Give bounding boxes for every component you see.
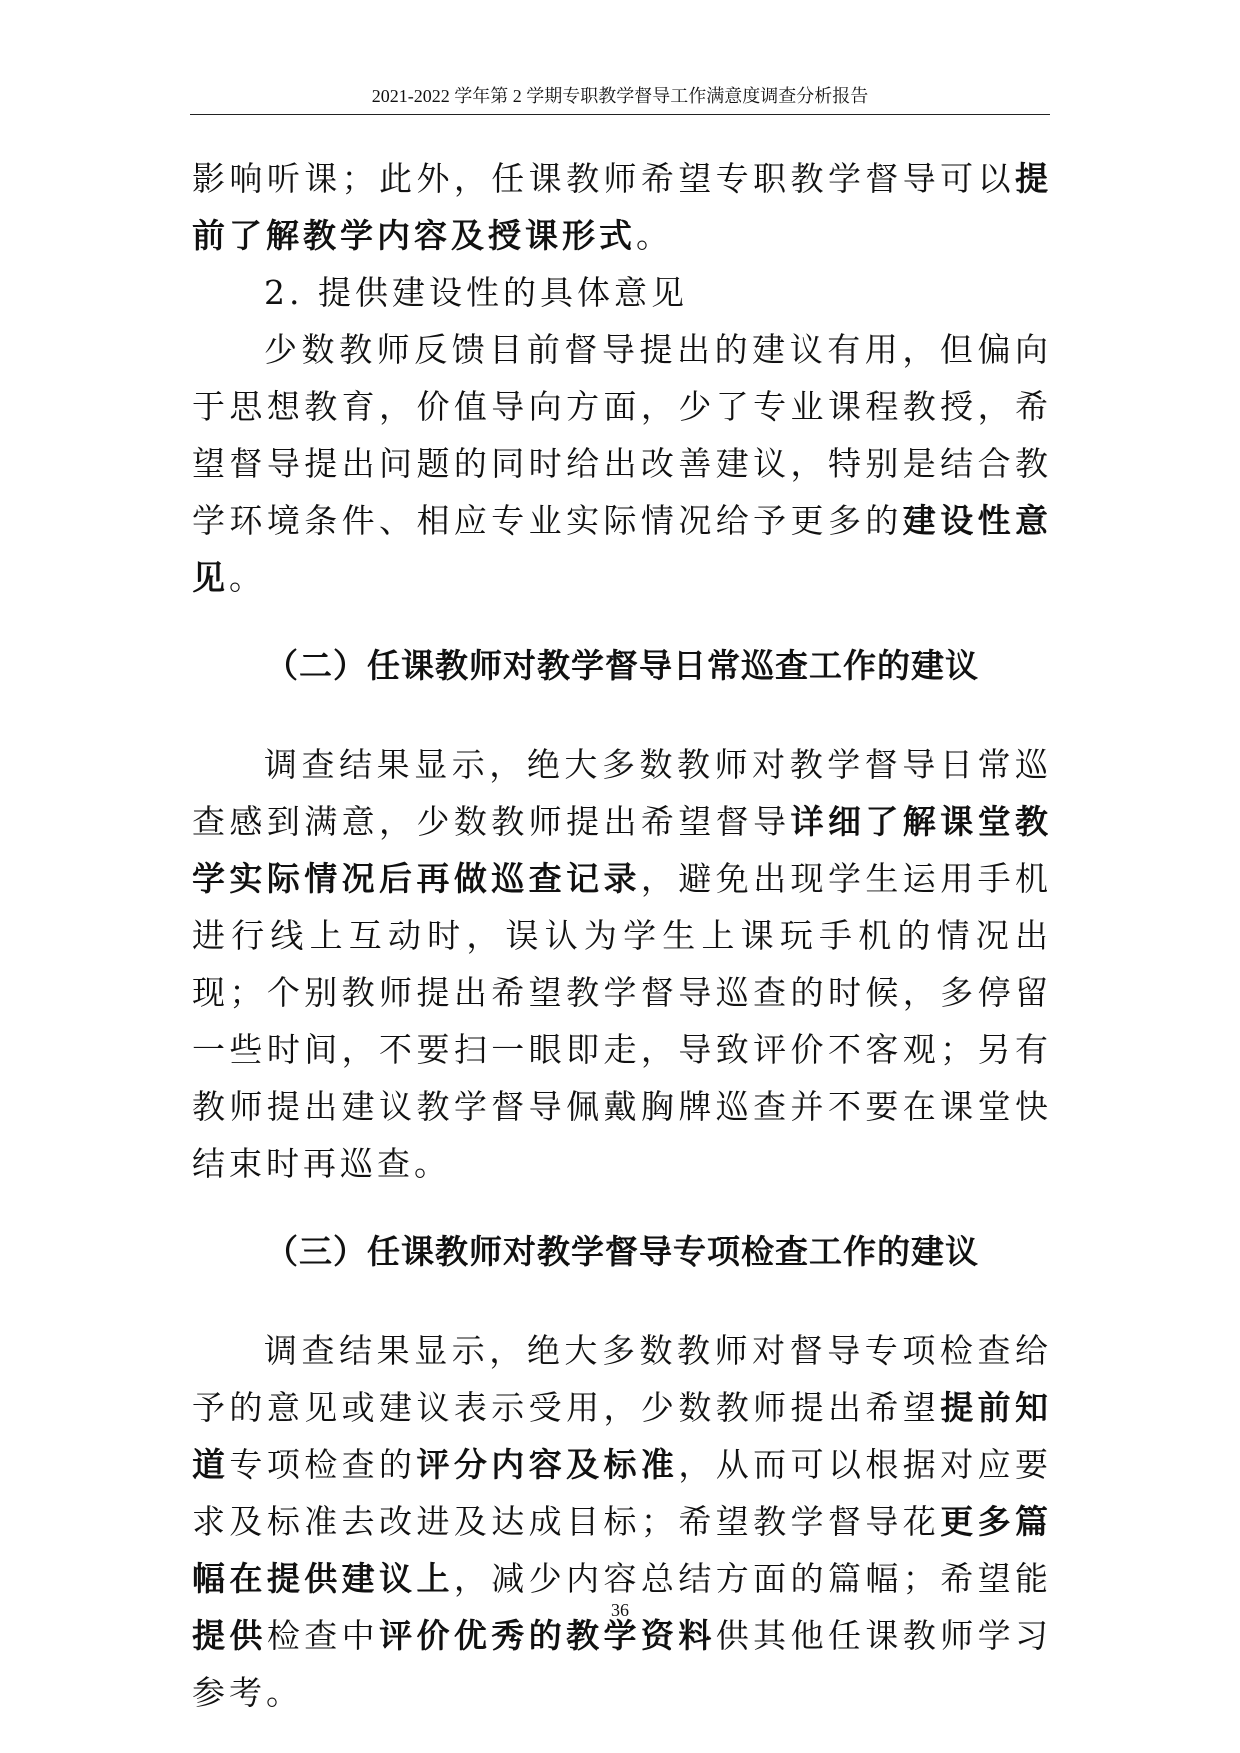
emphasis-text: 更多篇幅在提供建议上 [192, 1502, 1053, 1598]
body-text: （三）任课教师对教学督导专项检查工作的建议 [265, 1232, 979, 1271]
section-heading-special-inspection [192, 1222, 1052, 1282]
body-text: 检查中 [266, 1616, 380, 1655]
emphasis-text: 评价优秀的教学资料 [379, 1616, 716, 1655]
page-header [190, 84, 1050, 115]
document-body [192, 150, 1052, 1721]
section-heading-daily-inspection [192, 636, 1052, 696]
emphasis-text: 提前了解教学内容及授课形式 [192, 159, 1052, 255]
body-text: 调查结果显示，绝大多数教师对教学督导日常巡查感到满意，少数教师提出希望督导 [192, 745, 1052, 841]
paragraph-daily-inspection [192, 736, 1052, 1192]
body-text: ，避免出现学生运用手机进行线上互动时，误认为学生上课玩手机的情况出现；个别教师提出希望教学督导巡查的时候，多停留一些时间，不要扫一眼即走，导致评价不客观；另有教师提出建议教学督导佩戴胸牌巡查并不要在课堂快结束时再巡查。 [192, 859, 1053, 1183]
subheading-constructive-advice [192, 264, 1052, 321]
body-text: 供其他任课教师学习参考。 [192, 1616, 1053, 1712]
body-text: 专项检查的 [229, 1445, 417, 1484]
body-text: 。 [229, 558, 266, 597]
body-text: （二）任课教师对教学督导日常巡查工作的建议 [265, 646, 979, 685]
paragraph-constructive-advice [192, 321, 1052, 606]
emphasis-text: 提前知道 [192, 1388, 1053, 1484]
emphasis-text: 建设性意见 [192, 501, 1053, 597]
body-text: 影响听课；此外，任课教师希望专职教学督导可以 [192, 159, 1015, 198]
body-text: ，从而可以根据对应要求及标准去改进及达成目标；希望教学督导花 [192, 1445, 1053, 1541]
page-footer [0, 1600, 1240, 1621]
body-text: 调查结果显示，绝大多数教师对督导专项检查给予的意见或建议表示受用，少数教师提出希望 [192, 1331, 1052, 1427]
page-number: 36 [611, 1600, 629, 1620]
emphasis-text: 详细了解课堂教学实际情况后再做巡查记录 [192, 802, 1053, 898]
paragraph-special-inspection [192, 1322, 1052, 1721]
body-text: 2. 提供建设性的具体意见 [264, 273, 688, 312]
emphasis-text: 评分内容及标准 [416, 1445, 679, 1484]
paragraph-continuation [192, 150, 1052, 264]
body-text: 。 [636, 216, 673, 255]
body-text: ，减少内容总结方面的篇幅；希望能 [453, 1559, 1053, 1598]
header-title: 2021-2022 学年第 2 学期专职教学督导工作满意度调查分析报告 [371, 86, 869, 106]
body-text: 少数教师反馈目前督导提出的建议有用，但偏向于思想教育，价值导向方面，少了专业课程教授，希望督导提出问题的同时给出改善建议，特别是结合教学环境条件、相应专业实际情况给予更多的 [192, 330, 1052, 540]
emphasis-text: 提供 [192, 1616, 267, 1655]
